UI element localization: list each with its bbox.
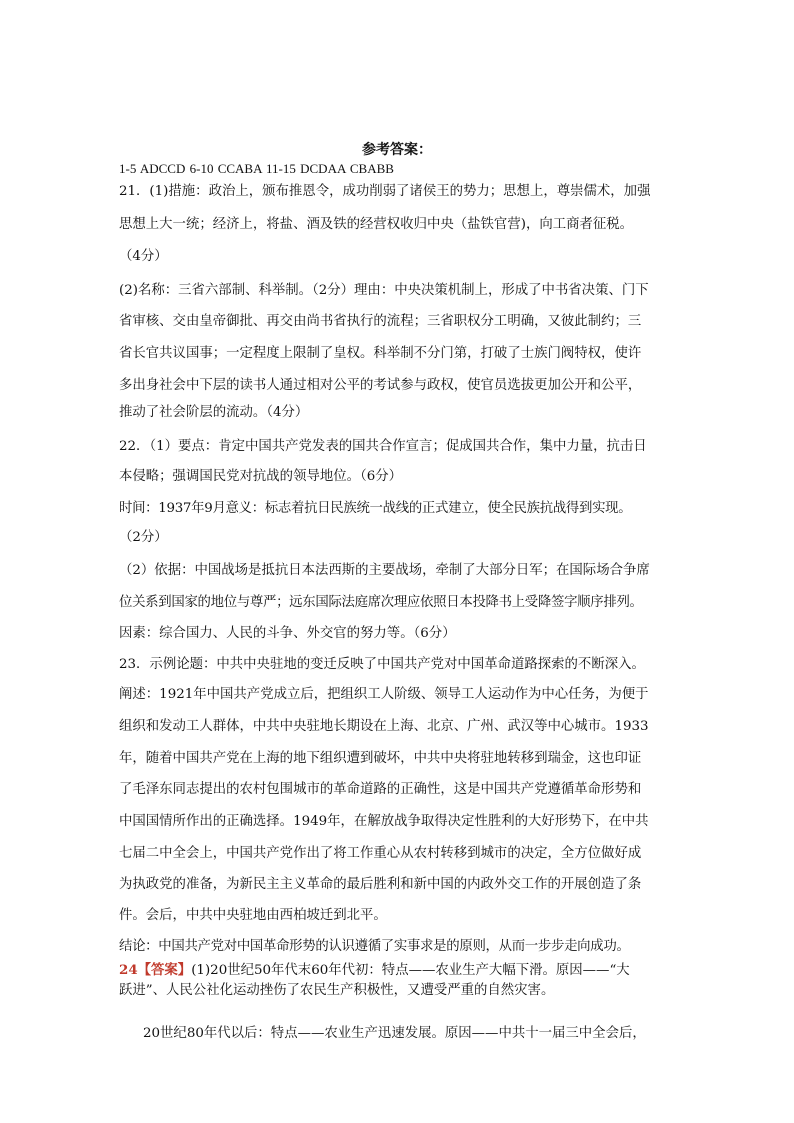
answer-line: 结论：中国共产党对中国革命形势的认识遵循了实事求是的原则，从而一步步走向成功。 xyxy=(119,939,630,954)
answer-line: （2）依据：中国战场是抵抗日本法西斯的主要战场，牵制了大部分日军；在国际场合争席 xyxy=(119,563,650,578)
answer-line: 时间：1937年9月意义：标志着抗日民族统一战线的正式建立，使全民族抗战得到实现。 xyxy=(119,501,632,516)
answer-tag: 24【答案】 xyxy=(119,962,192,978)
answer-line: 本侵略；强调国民党对抗战的领导地位。（6分） xyxy=(119,469,403,484)
page-title: 参考答案： xyxy=(362,142,432,158)
answer-line: 21．(1)措施：政治上，颁布推恩令，成功削弱了诸侯王的势力；思想上，尊崇儒术，加强 xyxy=(119,184,651,199)
answer-line: 22．（1）要点：肯定中国共产党发表的国共合作宣言；促成国共合作，集中力量，抗击日 xyxy=(119,439,647,454)
answer-line: 23．示例论题：中共中央驻地的变迁反映了中国共产党对中国革命道路探索的不断深入。 xyxy=(119,657,645,672)
answer-line: 省长官共议国事；一定程度上限制了皇权。科举制不分门第，打破了士族门阀特权，使许 xyxy=(119,346,642,361)
answer-line: (2)名称：三省六部制、科举制。（2分）理由：中央决策机制上，形成了中书省决策、门下 xyxy=(119,283,649,298)
answer-line: 组织和发动工人群体，中共中央驻地长期设在上海、北京、广州、武汉等中心城市。1933 xyxy=(119,719,649,734)
answer-line: 七届二中全会上，中国共产党作出了将工作重心从农村转移到城市的决定，全方位做好成 xyxy=(119,846,642,861)
answer-line: 为执政党的准备，为新民主主义革命的最后胜利和新中国的内政外交工作的开展创造了条 xyxy=(119,877,642,892)
answer-line: 多出身社会中下层的读书人通过相对公平的考试参与政权，使官员选拔更加公开和公平， xyxy=(119,378,642,393)
answer-line: 阐述：1921年中国共产党成立后，把组织工人阶级、领导工人运动作为中心任务，为便于 xyxy=(119,687,649,702)
answer-line: （2分） xyxy=(119,530,168,545)
answer-line: 年，随着中国共产党在上海的地下组织遭到破坏，中共中央将驻地转移到瑞金，这也印证 xyxy=(119,751,642,766)
answer-line: 因素：综合国力、人民的斗争、外交官的努力等。（6分） xyxy=(119,626,456,641)
question-24-line: 跃进”、人民公社化运动挫伤了农民生产积极性，又遭受严重的自然灾害。 xyxy=(119,983,555,998)
question-24-text: (1)20世纪50年代末60年代初：特点——农业生产大幅下滑。原因——“大 xyxy=(191,963,630,978)
answer-line: 位关系到国家的地位与尊严；远东国际法庭席次理应依照日本投降书上受降签字顺序排列。 xyxy=(119,595,643,610)
answer-line: 中国国情所作出的正确选择。1949年，在解放战争取得决定性胜利的大好形势下，在中共 xyxy=(119,814,649,829)
question-24-line xyxy=(119,961,630,980)
answer-line: （4分） xyxy=(119,249,168,264)
answer-line: 了毛泽东同志提出的农村包围城市的革命道路的正确性，这是中国共产党遵循革命形势和 xyxy=(119,782,642,797)
multiple-choice-answers: 1-5 ADCCD 6-10 CCABA 11-15 DCDAA CBABB xyxy=(119,161,394,176)
answer-line: 省审核、交由皇帝御批、再交由尚书省执行的流程；三省职权分工明确，又彼此制约；三 xyxy=(119,314,642,329)
question-24-line: 20世纪80年代以后：特点——农业生产迅速发展。原因——中共十一届三中全会后， xyxy=(143,1026,646,1041)
answer-line: 件。会后，中共中央驻地由西柏坡迁到北平。 xyxy=(119,908,387,923)
answer-line: 推动了社会阶层的流动。（4分） xyxy=(119,405,309,420)
answer-line: 思想上大一统；经济上，将盐、酒及铁的经营权收归中央（盐铁官营)，向工商者征税。 xyxy=(119,217,634,232)
